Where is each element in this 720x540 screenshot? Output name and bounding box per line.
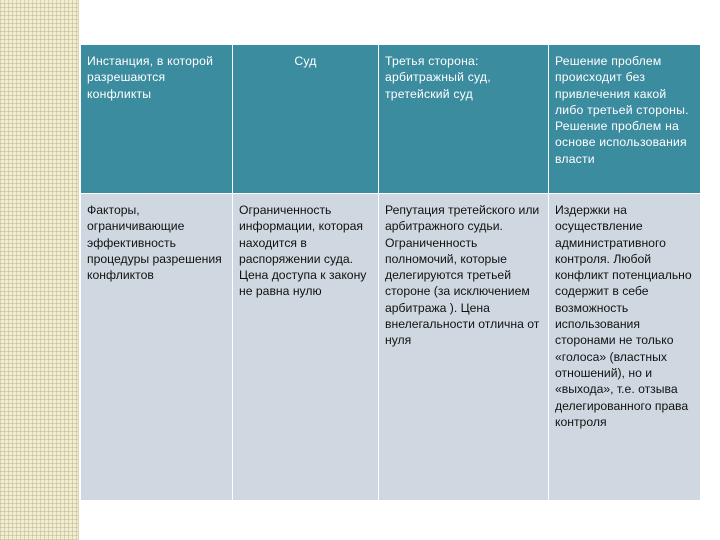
header-cell-instance: Инстанция, в которой разрешаются конфликты	[81, 45, 233, 194]
row-cell-court-factors: Ограниченность информации, которая находится в распоряжении суда. Цена доступа к закону не равна нулю	[233, 194, 379, 501]
comparison-table	[80, 44, 701, 501]
table-row-factors	[81, 194, 701, 501]
header-cell-court: Суд	[233, 45, 379, 194]
header-cell-no-third-party: Решение проблем происходит без привлечения какой либо третьей стороны. Решение проблем на основе использования власти	[549, 45, 701, 194]
row-cell-no-third-party-factors: Издержки на осуществление административного контроля. Любой конфликт потенциально содержит в себе возможность использования сторонами не только «голоса» (властных отношений), но и «выхода», т.е. отзыва делегированного права контроля	[549, 194, 701, 501]
table-header-row	[81, 45, 701, 194]
header-cell-third-party: Третья сторона: арбитражный суд, третейский суд	[379, 45, 549, 194]
row-cell-factors-label: Факторы, ограничивающие эффективность процедуры разрешения конфликтов	[81, 194, 233, 501]
side-divider	[78, 0, 79, 540]
row-cell-third-party-factors: Репутация третейского или арбитражного судьи. Ограниченность полномочий, которые делегируются третьей стороне (за исключением арбитража ). Цена внелегальности отлична от нуля	[379, 194, 549, 501]
decorative-side-pattern	[0, 0, 78, 540]
